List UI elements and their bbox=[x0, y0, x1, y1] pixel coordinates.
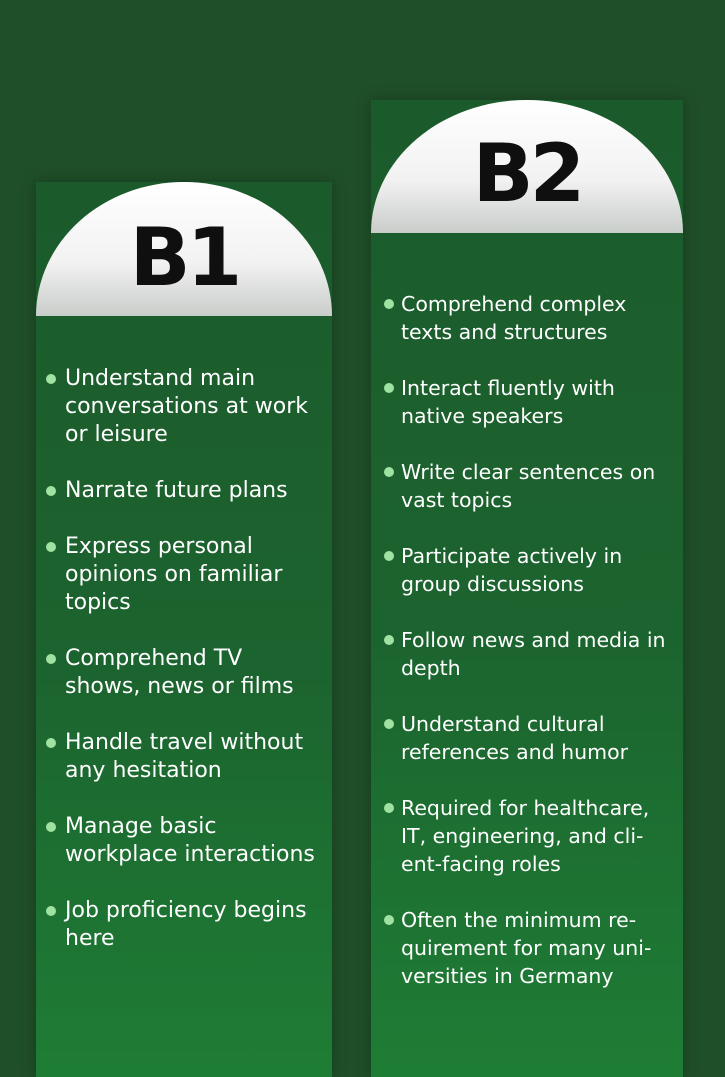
b1-points-list bbox=[36, 365, 332, 981]
point-text: Manage basic workplace interactions bbox=[65, 814, 315, 867]
b1-level-title: B1 bbox=[129, 211, 239, 304]
list-item bbox=[371, 374, 683, 430]
b1-header-dome bbox=[36, 182, 332, 316]
list-item bbox=[371, 542, 683, 598]
bullet-dot-icon bbox=[46, 374, 56, 384]
bullet-dot-icon bbox=[384, 635, 394, 645]
point-text: Participate actively in group discussions bbox=[401, 544, 623, 596]
point-text: Job proficiency begins here bbox=[65, 898, 307, 951]
b2-column bbox=[371, 100, 683, 1077]
list-item bbox=[36, 645, 332, 701]
b2-level-title: B2 bbox=[472, 126, 582, 220]
point-text: Comprehend TV shows, news or films bbox=[65, 646, 294, 699]
point-text: Often the minimum re-quirement for many uni-versities in Germany bbox=[401, 908, 652, 988]
bullet-dot-icon bbox=[384, 383, 394, 393]
bullet-dot-icon bbox=[46, 486, 56, 496]
bullet-dot-icon bbox=[46, 738, 56, 748]
list-item bbox=[36, 813, 332, 869]
b2-points-list bbox=[371, 290, 683, 1018]
point-text: Understand main conversations at work or leisure bbox=[65, 366, 308, 447]
b2-header-dome bbox=[371, 100, 683, 233]
bullet-dot-icon bbox=[46, 822, 56, 832]
list-item bbox=[36, 897, 332, 953]
point-text: Interact fluently with native speakers bbox=[401, 376, 615, 428]
point-text: Required for healthcare, IT, engineering, and cli-ent-facing roles bbox=[401, 796, 650, 876]
point-text: Comprehend complex texts and structures bbox=[401, 292, 627, 344]
list-item bbox=[36, 365, 332, 449]
bullet-dot-icon bbox=[384, 467, 394, 477]
point-text: Write clear sentences on vast topics bbox=[401, 460, 656, 512]
bullet-dot-icon bbox=[384, 803, 394, 813]
bullet-dot-icon bbox=[46, 906, 56, 916]
list-item bbox=[371, 458, 683, 514]
bullet-dot-icon bbox=[384, 719, 394, 729]
list-item bbox=[371, 794, 683, 878]
bullet-dot-icon bbox=[46, 542, 56, 552]
list-item bbox=[371, 626, 683, 682]
point-text: Express personal opinions on familiar topics bbox=[65, 534, 283, 615]
bullet-dot-icon bbox=[46, 654, 56, 664]
list-item bbox=[36, 533, 332, 617]
b1-column bbox=[36, 182, 332, 1077]
bullet-dot-icon bbox=[384, 915, 394, 925]
point-text: Understand cultural references and humor bbox=[401, 712, 629, 764]
list-item bbox=[371, 906, 683, 990]
list-item bbox=[371, 710, 683, 766]
bullet-dot-icon bbox=[384, 551, 394, 561]
list-item bbox=[36, 477, 332, 505]
bullet-dot-icon bbox=[384, 299, 394, 309]
point-text: Narrate future plans bbox=[65, 478, 288, 503]
list-item bbox=[371, 290, 683, 346]
point-text: Handle travel without any hesitation bbox=[65, 730, 304, 783]
point-text: Follow news and media in depth bbox=[401, 628, 666, 680]
list-item bbox=[36, 729, 332, 785]
